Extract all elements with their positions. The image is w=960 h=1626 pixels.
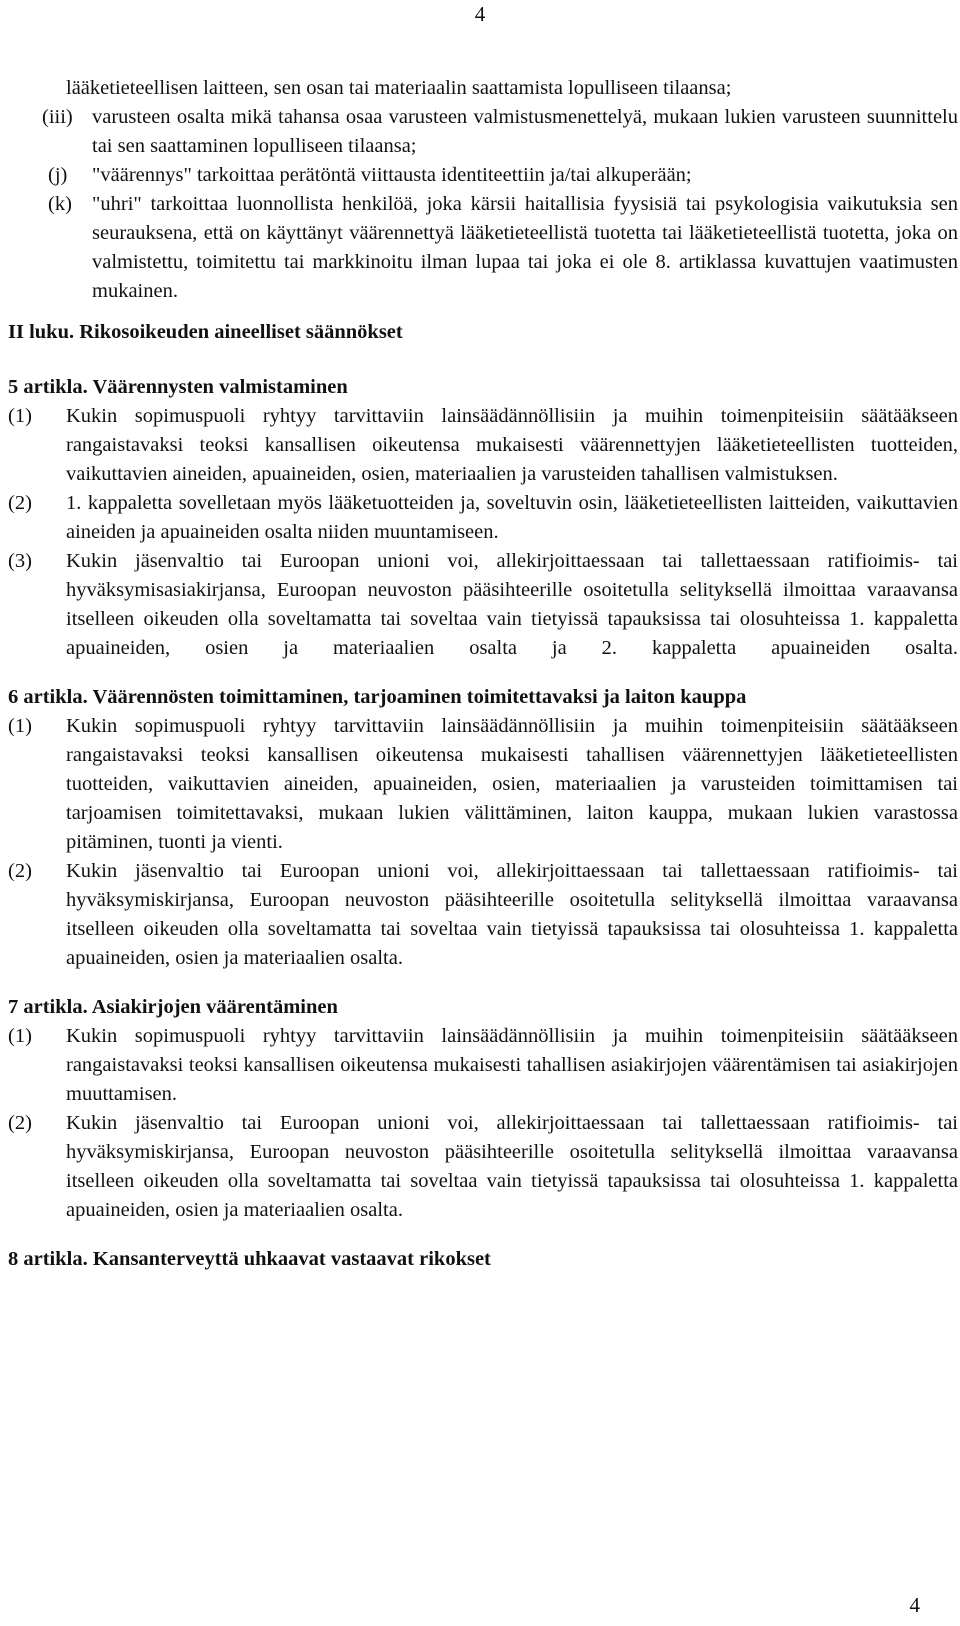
paragraph-text: Kukin jäsenvaltio tai Euroopan unioni voi, allekirjoittaessaan tai tallettaessaan ratifioimis- tai hyväksymiskirjansa, Euroopan neuvoston pääsihteerille osoitetulla selityksellä ilmoittaa varaavansa itselleen oikeuden olla soveltamatta tai soveltaa vain tietyissä tapauksissa tai olosuhteissa 1. kappaletta apuaineiden, osien ja materiaalien osalta.: [66, 1112, 958, 1221]
paragraph-label: (2): [8, 860, 32, 882]
article-6-paragraph-1: [8, 712, 958, 857]
document-body: [8, 74, 958, 1274]
article-5-heading: 5 artikla. Väärennysten valmistaminen: [8, 376, 348, 398]
item-label: (iii): [42, 106, 73, 128]
paragraph-text: Kukin sopimuspuoli ryhtyy tarvittaviin lainsäädännöllisiin ja muihin toimenpiteisiin säätääkseen rangaistavaksi teoksi kansallisen oikeutensa mukaisesti tahallisen väärennettyjen lääketieteellisten tuotteiden, vaikuttavien aineiden, apuaineiden, osien, materiaalien ja varusteiden toimittamisen tai tarjoamisen toimitettavaksi, mukaan lukien välittäminen, laiton kauppa, mukaan lukien varastossa pitäminen, tuonti ja vienti.: [66, 715, 958, 853]
article-6-heading: 6 artikla. Väärennösten toimittaminen, tarjoaminen toimitettavaksi ja laiton kauppa: [8, 686, 747, 708]
item-label: (k): [48, 193, 72, 215]
paragraph-text: Kukin sopimuspuoli ryhtyy tarvittaviin lainsäädännöllisiin ja muihin toimenpiteisiin säätääkseen rangaistavaksi teoksi kansallisen oikeutensa mukaisesti tahallisen asiakirjojen väärentämisen tai asiakirjojen muuttamisen.: [66, 1025, 958, 1105]
page-number-top: 4: [474, 2, 486, 26]
page-number-bottom: 4: [909, 1593, 920, 1617]
item-text: "väärennys" tarkoittaa perätöntä viittausta identiteettiin ja/tai alkuperään;: [92, 164, 692, 186]
article-7-paragraph-1: [8, 1022, 958, 1109]
paragraph-label: (3): [8, 550, 32, 572]
intro-continuation: lääketieteellisen laitteen, sen osan tai materiaalin saattamista lopulliseen tilaansa;: [66, 77, 732, 99]
paragraph-label: (1): [8, 715, 32, 737]
paragraph-text: Kukin sopimuspuoli ryhtyy tarvittaviin lainsäädännöllisiin ja muihin toimenpiteisiin säätääkseen rangaistavaksi teoksi kansallisen oikeutensa mukaisesti väärennettyjen lääketieteellisten tuotteiden, vaikuttavien aineiden, apuaineiden, osien, materiaalien ja varusteiden tahallisen valmistuksen.: [66, 405, 958, 485]
paragraph-text: Kukin jäsenvaltio tai Euroopan unioni voi, allekirjoittaessaan tai tallettaessaan ratifioimis- tai hyväksymisasiakirjansa, Euroopan neuvoston pääsihteerille osoitetulla selityksellä ilmoittaa varaavansa itselleen oikeuden olla soveltamatta tai soveltaa vain tietyissä tapauksissa tai olosuhteissa 1. kappaletta apuaineiden, osien ja materiaalien osalta ja 2. kappaletta apuaineiden osalta.: [66, 550, 958, 659]
paragraph-label: (2): [8, 1112, 32, 1134]
article-6-paragraph-2: [8, 857, 958, 973]
article-8-heading: 8 artikla. Kansanterveyttä uhkaavat vastaavat rikokset: [8, 1248, 491, 1270]
definition-item-k: [8, 190, 958, 306]
chapter-heading: II luku. Rikosoikeuden aineelliset säännökset: [8, 321, 403, 343]
article-7-heading: 7 artikla. Asiakirjojen väärentäminen: [8, 996, 338, 1018]
item-label: (j): [48, 164, 68, 186]
definition-item-j: [8, 161, 958, 190]
article-5-paragraph-2: [8, 489, 958, 547]
article-5-paragraph-1: [8, 402, 958, 489]
item-text: varusteen osalta mikä tahansa osaa varusteen valmistusmenettelyä, mukaan lukien varusteen suunnittelu tai sen saattaminen lopulliseen tilaansa;: [92, 106, 958, 157]
paragraph-label: (2): [8, 492, 32, 514]
definition-item-iii: [8, 103, 958, 161]
paragraph-label: (1): [8, 1025, 32, 1047]
item-text: "uhri" tarkoittaa luonnollista henkilöä, joka kärsii haitallisia fyysisiä tai psykologisia vaikutuksia sen seurauksena, että on käyttänyt väärennettyä lääketieteellistä tuotetta tai lääketieteellistä tuotetta, joka on valmistettu, toimitettu tai markkinoitu ilman lupaa tai joka ei ole 8. artiklassa kuvattujen vaatimusten mukainen.: [92, 193, 958, 302]
paragraph-text: Kukin jäsenvaltio tai Euroopan unioni voi, allekirjoittaessaan tai tallettaessaan ratifioimis- tai hyväksymiskirjansa, Euroopan neuvoston pääsihteerille osoitetulla selityksellä ilmoittaa varaavansa itselleen oikeuden olla soveltamatta tai soveltaa vain tietyissä tapauksissa tai olosuhteissa 1. kappaletta apuaineiden, osien ja materiaalien osalta.: [66, 860, 958, 969]
paragraph-text: 1. kappaletta sovelletaan myös lääketuotteiden ja, soveltuvin osin, lääketieteellisten laitteiden, vaikuttavien aineiden ja apuaineiden osalta niiden muuntamiseen.: [66, 492, 958, 543]
article-7-paragraph-2: [8, 1109, 958, 1225]
paragraph-label: (1): [8, 405, 32, 427]
article-5-paragraph-3: [8, 547, 958, 663]
